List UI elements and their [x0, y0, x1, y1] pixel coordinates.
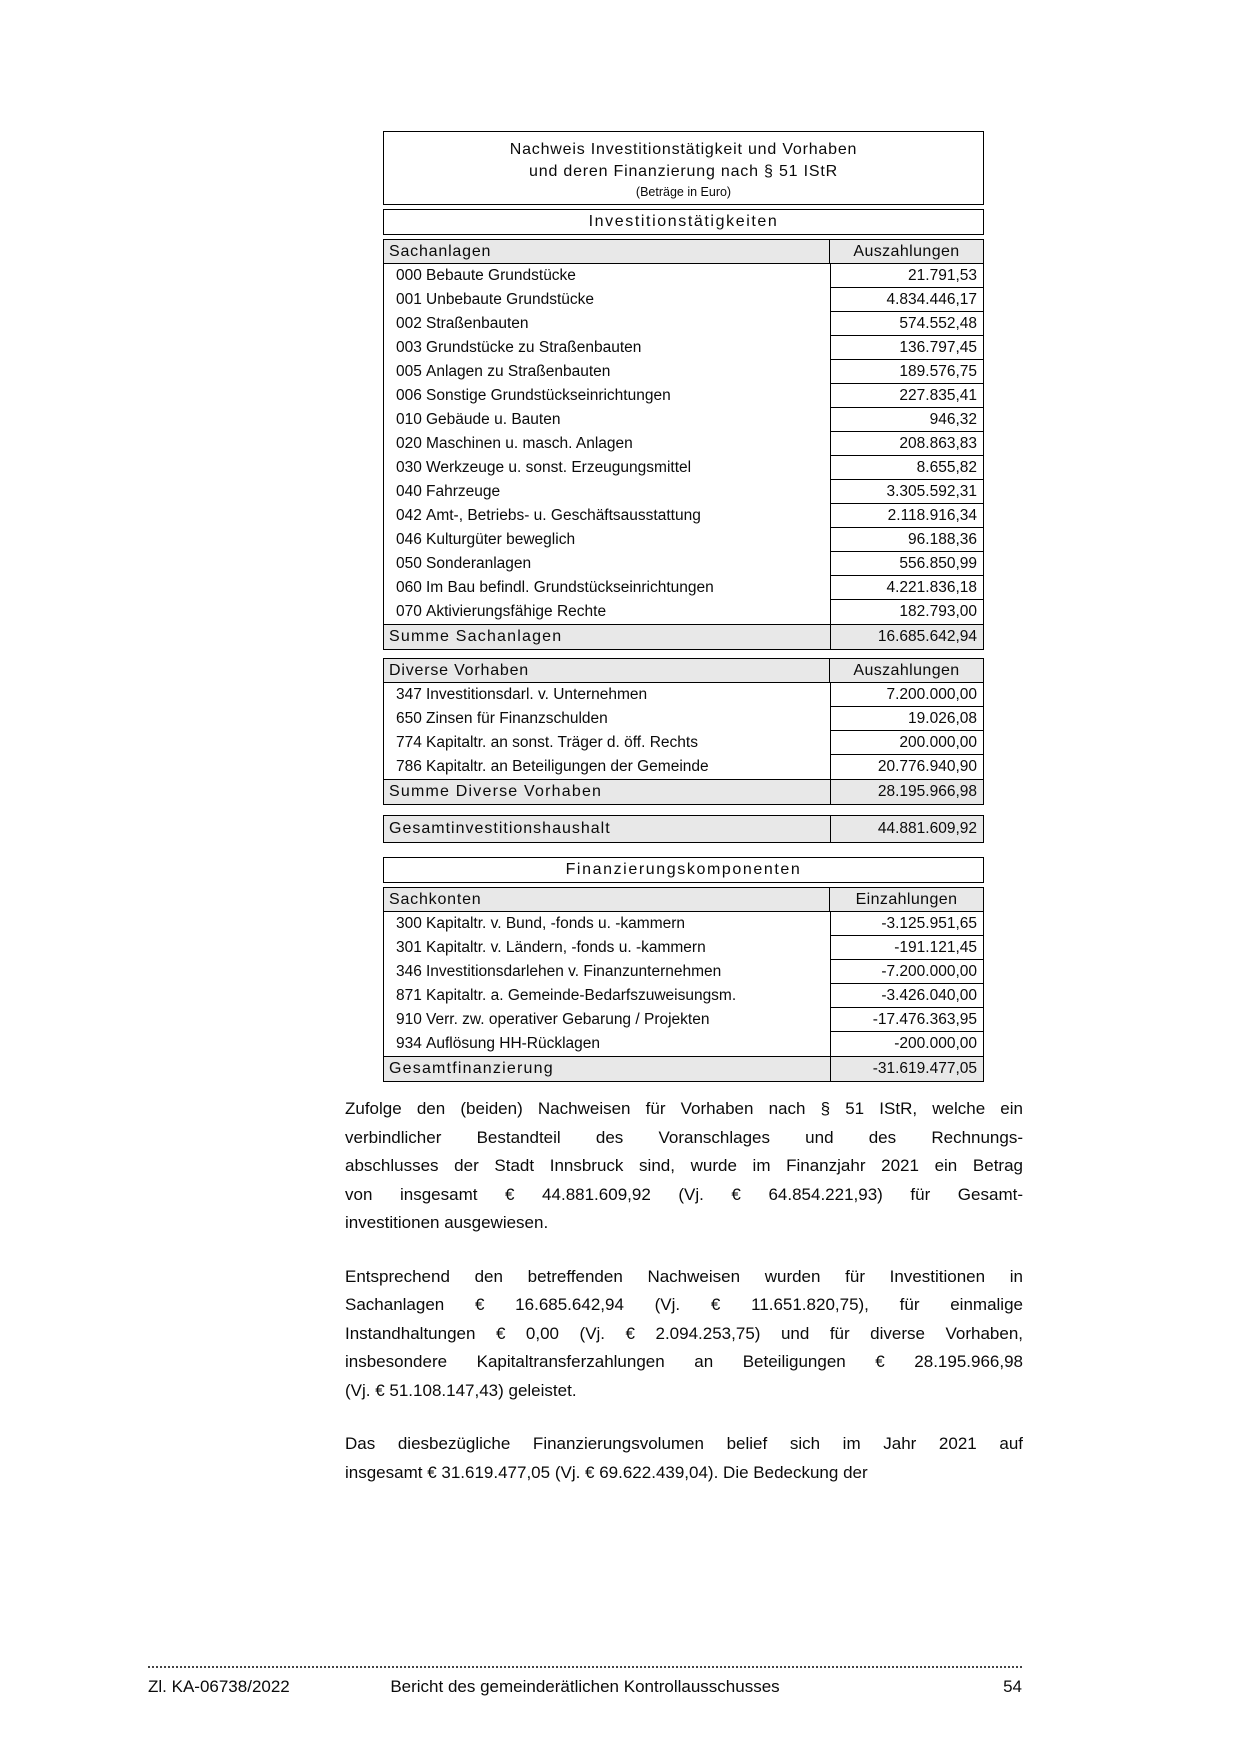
row-code: 003 [396, 339, 422, 356]
row-label: Kapitaltr. v. Ländern, -fonds u. -kammern [426, 939, 706, 956]
sachkonten-column-header [384, 888, 983, 912]
row-value: 3.305.592,31 [830, 480, 983, 504]
row-code: 934 [396, 1035, 422, 1052]
column-header-label: Sachanlagen [389, 242, 492, 260]
row-value: 227.835,41 [830, 384, 983, 408]
summe-sachanlagen-row [384, 624, 983, 649]
row-label: Maschinen u. masch. Anlagen [426, 435, 633, 452]
section-header-finanzierungskomponenten: Finanzierungskomponenten [383, 857, 984, 883]
sachkonten-rows [384, 912, 983, 1056]
row-label: Investitionsdarlehen v. Finanzunternehmen [426, 963, 722, 980]
row-value: 4.221.836,18 [830, 576, 983, 600]
row-value: -7.200.000,00 [830, 960, 983, 984]
sum-label: Gesamtfinanzierung [389, 1060, 554, 1077]
row-code: 871 [396, 987, 422, 1004]
paragraph-line: Das diesbezügliche Finanzierungsvolumen belief sich im Jahr 2021 auf [345, 1434, 1023, 1453]
row-value: 4.834.446,17 [830, 288, 983, 312]
sum-value: 28.195.966,98 [830, 780, 983, 804]
row-label: Kulturgüter beweglich [426, 531, 576, 548]
row-label: Gebäude u. Bauten [426, 411, 561, 428]
table-row [384, 683, 983, 707]
row-code: 910 [396, 1011, 422, 1028]
column-header-value: Einzahlungen [829, 888, 983, 911]
table-row [384, 600, 983, 624]
sachanlagen-column-header [384, 240, 983, 264]
row-label: Bebaute Grundstücke [426, 267, 576, 284]
row-label: Kapitaltr. an sonst. Träger d. öff. Rechts [426, 734, 698, 751]
row-value: 189.576,75 [830, 360, 983, 384]
paragraph-line: insgesamt € 31.619.477,05 (Vj. € 69.622.439,04). Die Bedeckung der [345, 1462, 868, 1482]
row-code: 347 [396, 686, 422, 703]
row-code: 786 [396, 758, 422, 775]
diverse-vorhaben-block [383, 658, 984, 805]
table-row [384, 384, 983, 408]
paragraph-line: Zufolge den (beiden) Nachweisen für Vorhaben nach § 51 IStR, welche ein [345, 1099, 1023, 1118]
paragraph-3 [345, 1430, 1023, 1487]
gesamt-label: Gesamtinvestitionshaushalt [389, 820, 611, 837]
row-value: 182.793,00 [830, 600, 983, 624]
row-value: 946,32 [830, 408, 983, 432]
row-value: 2.118.916,34 [830, 504, 983, 528]
paragraph-line: Sachanlagen € 16.685.642,94 (Vj. € 11.651.820,75), für einmalige [345, 1295, 1023, 1314]
table-row [384, 1008, 983, 1032]
row-label: Im Bau befindl. Grundstückseinrichtungen [426, 579, 714, 596]
row-value: 21.791,53 [830, 264, 983, 288]
table-title-line-2: und deren Finanzierung nach § 51 IStR [529, 163, 838, 180]
row-code: 301 [396, 939, 422, 956]
row-label: Anlagen zu Straßenbauten [426, 363, 611, 380]
row-value: -3.426.040,00 [830, 984, 983, 1008]
paragraph-line: Instandhaltungen € 0,00 (Vj. € 2.094.253,75) und für diverse Vorhaben, [345, 1323, 1023, 1343]
table-row [384, 936, 983, 960]
sum-value: 16.685.642,94 [830, 625, 983, 649]
table-row [384, 360, 983, 384]
row-label: Sonderanlagen [426, 555, 532, 572]
row-code: 006 [396, 387, 422, 404]
gesamtfinanzierung-row [384, 1056, 983, 1081]
table-row [384, 1032, 983, 1056]
row-label: Straßenbauten [426, 315, 529, 332]
row-label: Unbebaute Grundstücke [426, 291, 595, 308]
paragraph-line: insbesondere Kapitaltransferzahlungen an Beteiligungen € 28.195.966,98 [345, 1352, 1023, 1371]
row-code: 346 [396, 963, 422, 980]
row-code: 001 [396, 291, 422, 308]
row-label: Kapitaltr. v. Bund, -fonds u. -kammern [426, 915, 686, 932]
table-row [384, 456, 983, 480]
table-row [384, 312, 983, 336]
paragraph-line: abschlusses der Stadt Innsbruck sind, wurde im Finanzjahr 2021 ein Betrag [345, 1156, 1023, 1175]
table-row [384, 264, 983, 288]
sachanlagen-rows [384, 264, 983, 624]
row-value: 556.850,99 [830, 552, 983, 576]
row-label: Amt-, Betriebs- u. Geschäftsausstattung [426, 507, 701, 524]
paragraph-line: verbindlicher Bestandteil des Voranschlages und des Rechnungs- [345, 1127, 1023, 1147]
table-row [384, 576, 983, 600]
row-code: 000 [396, 267, 422, 284]
row-value: -200.000,00 [830, 1032, 983, 1056]
row-code: 010 [396, 411, 422, 428]
row-label: Auflösung HH-Rücklagen [426, 1035, 601, 1052]
row-value: -191.121,45 [830, 936, 983, 960]
summe-diverse-vorhaben-row [384, 779, 983, 804]
row-code: 300 [396, 915, 422, 932]
row-code: 020 [396, 435, 422, 452]
paragraph-2 [345, 1263, 1023, 1406]
row-label: Werkzeuge u. sonst. Erzeugungsmittel [426, 459, 692, 476]
table-row [384, 480, 983, 504]
row-code: 774 [396, 734, 422, 751]
gesamtinvestitionshaushalt-row [383, 815, 984, 843]
column-header-value: Auszahlungen [829, 240, 983, 263]
column-header-value: Auszahlungen [829, 659, 983, 682]
table-row [384, 707, 983, 731]
gesamt-value: 44.881.609,92 [830, 816, 983, 842]
row-label: Kapitaltr. a. Gemeinde-Bedarfszuweisungsm. [426, 987, 737, 1004]
row-code: 042 [396, 507, 422, 524]
footer-dotted-line [148, 1656, 1022, 1668]
row-value: -17.476.363,95 [830, 1008, 983, 1032]
row-code: 030 [396, 459, 422, 476]
row-label: Sonstige Grundstückseinrichtungen [426, 387, 671, 404]
table-row [384, 960, 983, 984]
footer-reference: Zl. KA-06738/2022 [148, 1677, 290, 1696]
table-row [384, 552, 983, 576]
row-value: -3.125.951,65 [830, 912, 983, 936]
table-row [384, 755, 983, 779]
table-row [384, 336, 983, 360]
row-code: 060 [396, 579, 422, 596]
row-value: 7.200.000,00 [830, 683, 983, 707]
row-code: 040 [396, 483, 422, 500]
row-value: 96.188,36 [830, 528, 983, 552]
investment-table [383, 131, 984, 1082]
column-header-label: Diverse Vorhaben [389, 661, 529, 679]
table-row [384, 528, 983, 552]
row-label: Grundstücke zu Straßenbauten [426, 339, 642, 356]
row-code: 650 [396, 710, 422, 727]
footer-page-number: 54 [1003, 1677, 1022, 1696]
row-label: Investitionsdarl. v. Unternehmen [426, 686, 648, 703]
diverse-vorhaben-column-header [384, 659, 983, 683]
paragraph-line: (Vj. € 51.108.147,43) geleistet. [345, 1380, 577, 1400]
row-label: Fahrzeuge [426, 483, 501, 500]
row-label: Aktivierungsfähige Rechte [426, 603, 607, 620]
row-code: 050 [396, 555, 422, 572]
body-text [345, 1095, 1023, 1512]
row-label: Verr. zw. operativer Gebarung / Projekten [426, 1011, 710, 1028]
row-value: 200.000,00 [830, 731, 983, 755]
row-value: 20.776.940,90 [830, 755, 983, 779]
table-row [384, 432, 983, 456]
table-title-line-1: Nachweis Investitionstätigkeit und Vorhaben [509, 141, 858, 158]
paragraph-1 [345, 1095, 1023, 1238]
row-value: 208.863,83 [830, 432, 983, 456]
section-header-investitionstaetigkeiten: Investitionstätigkeiten [383, 209, 984, 235]
sum-label: Summe Sachanlagen [389, 628, 563, 645]
table-title-block [383, 131, 984, 205]
row-code: 002 [396, 315, 422, 332]
sum-label: Summe Diverse Vorhaben [389, 783, 603, 800]
row-label: Zinsen für Finanzschulden [426, 710, 608, 727]
footer-row [148, 1677, 1022, 1697]
row-value: 136.797,45 [830, 336, 983, 360]
table-row [384, 912, 983, 936]
table-title-currency-note: (Beträge in Euro) [635, 185, 732, 199]
paragraph-line: Entsprechend den betreffenden Nachweisen wurden für Investitionen in [345, 1266, 1023, 1286]
table-row [384, 288, 983, 312]
paragraph-line: investitionen ausgewiesen. [345, 1213, 549, 1232]
table-row [384, 731, 983, 755]
paragraph-line: von insgesamt € 44.881.609,92 (Vj. € 64.854.221,93) für Gesamt- [345, 1184, 1023, 1204]
diverse-vorhaben-rows [384, 683, 983, 779]
row-value: 19.026,08 [830, 707, 983, 731]
page-footer [148, 1656, 1022, 1697]
table-row [384, 408, 983, 432]
footer-report-title: Bericht des gemeinderätlichen Kontrollausschusses [390, 1677, 780, 1696]
sachkonten-block [383, 887, 984, 1082]
row-code: 005 [396, 363, 422, 380]
sum-value: -31.619.477,05 [830, 1057, 983, 1081]
row-label: Kapitaltr. an Beteiligungen der Gemeinde [426, 758, 709, 775]
row-value: 8.655,82 [830, 456, 983, 480]
column-header-label: Sachkonten [389, 890, 482, 908]
row-value: 574.552,48 [830, 312, 983, 336]
sachanlagen-block [383, 239, 984, 650]
table-row [384, 504, 983, 528]
table-row [384, 984, 983, 1008]
row-code: 070 [396, 603, 422, 620]
row-code: 046 [396, 531, 422, 548]
